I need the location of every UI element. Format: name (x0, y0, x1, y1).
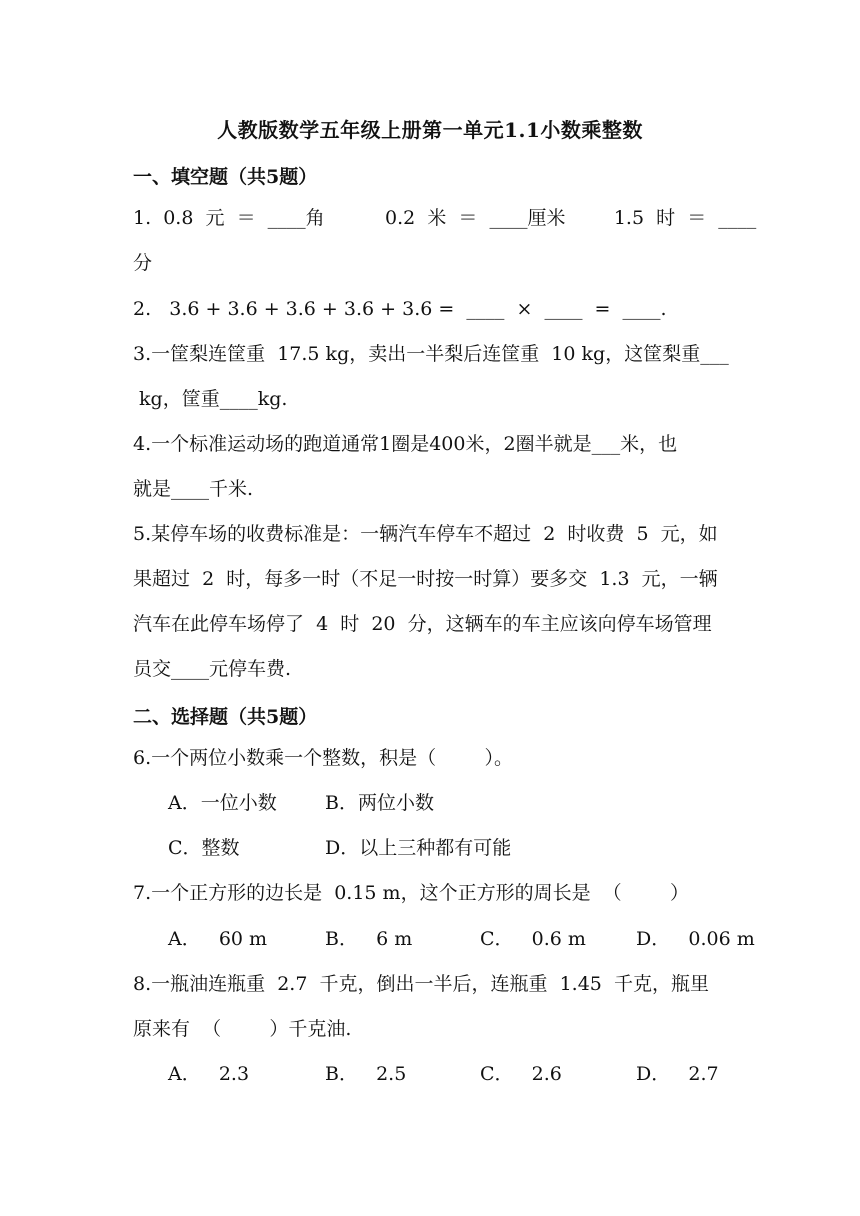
question-8-line-2: 原来有 （ ）千克油. (133, 1018, 352, 1040)
question-5-line-4: 员交____元停车费. (133, 658, 292, 680)
question-3-line-1: 3.一筐梨连筐重 17.5 kg，卖出一半梨后连筐重 10 kg，这筐梨重___ (133, 343, 729, 365)
question-7-option-b: B． 6 m (325, 928, 413, 950)
question-8-option-d: D． 2.7 (636, 1063, 719, 1085)
question-7-option-d: D． 0.06 m (636, 928, 755, 950)
question-4-line-1: 4.一个标准运动场的跑道通常1圈是400米，2圈半就是___米，也 (133, 433, 678, 455)
page-title: 人教版数学五年级上册第一单元1.1小数乘整数 (217, 118, 643, 142)
question-4-line-2: 就是____千米. (133, 478, 254, 500)
section-heading-multiple-choice: 二、选择题（共5题） (133, 706, 318, 728)
question-8-option-a: A． 2.3 (168, 1063, 250, 1085)
question-7-stem: 7.一个正方形的边长是 0.15 m，这个正方形的周长是 （ ） (133, 882, 689, 904)
question-1-line-2: 分 (133, 252, 153, 274)
question-7-option-c: C． 0.6 m (480, 928, 586, 950)
question-7-option-a: A． 60 m (168, 928, 268, 950)
section-heading-fill-in: 一、填空题（共5题） (133, 166, 318, 188)
question-3-line-2: kg，筐重____kg. (133, 388, 288, 410)
question-8-option-c: C． 2.6 (480, 1063, 562, 1085)
question-8-line-1: 8.一瓶油连瓶重 2.7 千克，倒出一半后，连瓶重 1.45 千克，瓶里 (133, 973, 709, 995)
question-5-line-2: 果超过 2 时，每多一时（不足一时按一时算）要多交 1.3 元，一辆 (133, 568, 718, 590)
question-2: 2. 3.6 + 3.6 + 3.6 + 3.6 + 3.6 = ____ × ____ = ____. (133, 298, 667, 320)
question-6-option-c: C．整数 (168, 837, 240, 859)
question-6-option-a: A．一位小数 (168, 792, 277, 814)
question-5-line-1: 5.某停车场的收费标准是：一辆汽车停车不超过 2 时收费 5 元，如 (133, 523, 718, 545)
question-5-line-3: 汽车在此停车场停了 4 时 20 分，这辆车的车主应该向停车场管理 (133, 613, 712, 635)
question-6-option-b: B．两位小数 (325, 792, 434, 814)
question-1-line-1: 1. 0.8 元 ＝ ____角 0.2 米 ＝ ____厘米 1.5 时 ＝ ____ (133, 207, 757, 229)
question-6-stem: 6.一个两位小数乘一个整数，积是（ ）。 (133, 747, 513, 769)
question-8-option-b: B． 2.5 (325, 1063, 407, 1085)
question-6-option-d: D．以上三种都有可能 (325, 837, 512, 859)
